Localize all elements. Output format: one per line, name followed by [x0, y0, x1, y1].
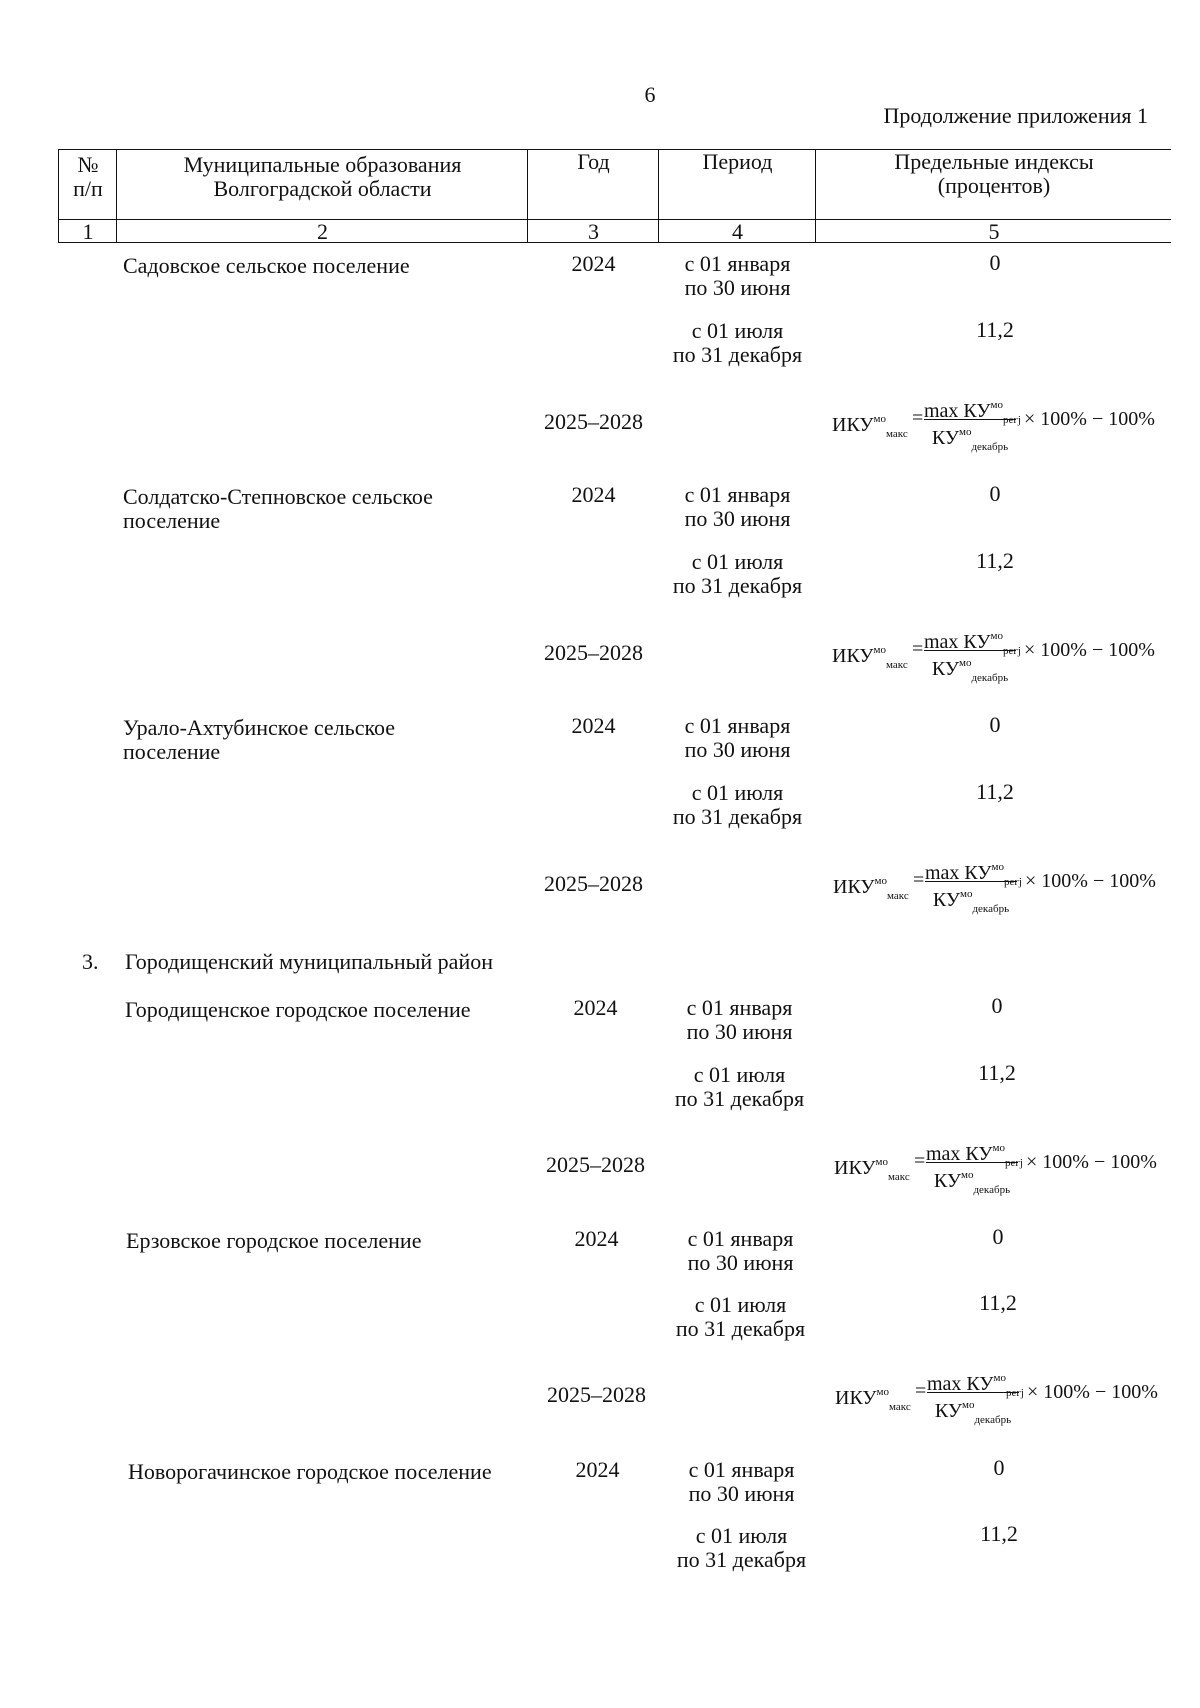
formula-rhs: × 100% − 100% — [1024, 639, 1155, 661]
header-col-number: № п/п — [73, 152, 103, 201]
formula-lhs-sup: мо — [874, 875, 888, 887]
formula-rhs: × 100% − 100% — [1025, 870, 1156, 892]
section-title: Городищенский муниципальный район — [125, 949, 493, 974]
formula-num-sup: мо — [990, 630, 1004, 642]
formula-den-sub: декабрь — [973, 1184, 1011, 1196]
row-name: Городищенское городское поселение — [125, 997, 471, 1022]
header-col-year: Год — [577, 149, 610, 174]
row-name: Ерзовское городское поселение — [126, 1228, 422, 1253]
row-period: с 01 июля по 31 декабря — [672, 780, 803, 829]
formula-den: КУ — [934, 1400, 962, 1422]
header-num-4: 4 — [732, 219, 743, 244]
row-name: Солдатско-Степновское сельское поселение — [123, 484, 433, 533]
col-border-4 — [815, 149, 816, 242]
row-period: с 01 января по 30 июня — [684, 713, 791, 762]
formula-lhs-sup: мо — [873, 644, 887, 656]
header-col-indices: Предельные индексы (процентов) — [894, 149, 1094, 198]
row-year: 2025–2028 — [546, 1152, 645, 1177]
formula-ikum — [832, 626, 1172, 690]
row-period: с 01 января по 30 июня — [688, 1457, 795, 1506]
row-value: 11,2 — [980, 1521, 1018, 1546]
formula-ikum — [835, 1368, 1175, 1432]
header-num-2: 2 — [317, 219, 328, 244]
formula-ikum — [833, 857, 1173, 921]
formula-num-sup: мо — [993, 1372, 1007, 1384]
row-period: с 01 июля по 31 декабря — [676, 1523, 807, 1572]
formula-lhs-sub: макс — [886, 428, 908, 440]
row-value: 0 — [993, 1455, 1005, 1480]
formula-num-sup: мо — [991, 861, 1005, 873]
row-value: 11,2 — [976, 548, 1014, 573]
row-year: 2024 — [571, 251, 616, 276]
formula-num-sub: регj — [1003, 645, 1021, 657]
row-value: 0 — [989, 481, 1001, 506]
formula-lhs-sup: мо — [873, 413, 887, 425]
row-period: с 01 июля по 31 декабря — [674, 1062, 805, 1111]
header-col-municipality: Муниципальные образования Волгоградской области — [183, 152, 462, 201]
row-year: 2024 — [571, 482, 616, 507]
formula-fraction — [926, 1138, 1023, 1200]
formula-den-sub: декабрь — [972, 903, 1010, 915]
header-num-5: 5 — [988, 219, 1000, 244]
row-year: 2025–2028 — [547, 1382, 646, 1407]
formula-num: max КУ — [927, 1373, 994, 1395]
formula-rhs: × 100% − 100% — [1024, 408, 1155, 430]
formula-num: max КУ — [924, 631, 991, 653]
formula-lhs-sup: мо — [875, 1156, 889, 1168]
formula-fraction — [927, 1368, 1024, 1430]
row-value: 11,2 — [976, 779, 1014, 804]
row-name: Урало-Ахтубинское сельское поселение — [123, 715, 396, 764]
formula-ikum — [832, 395, 1172, 459]
col-border-left — [58, 149, 59, 242]
formula-ikum — [834, 1138, 1174, 1202]
row-value: 0 — [989, 712, 1001, 737]
row-year: 2024 — [571, 713, 616, 738]
row-period: с 01 января по 30 июня — [684, 251, 791, 300]
formula-num-sub: регj — [1004, 876, 1022, 888]
row-value: 11,2 — [979, 1290, 1017, 1315]
formula-lhs: ИКУ — [834, 1157, 876, 1179]
formula-eq: = — [915, 1380, 927, 1402]
formula-num: max КУ — [924, 400, 991, 422]
formula-fraction — [925, 857, 1022, 919]
section-number: 3. — [82, 949, 99, 974]
formula-num-sup: мо — [992, 1142, 1006, 1154]
row-name: Садовское сельское поселение — [123, 253, 410, 278]
col-border-3 — [658, 149, 659, 242]
row-value: 11,2 — [978, 1060, 1016, 1085]
formula-den-sub: декабрь — [971, 672, 1009, 684]
formula-num-sub: регj — [1006, 1387, 1024, 1399]
formula-eq: = — [912, 407, 924, 429]
row-period: с 01 июля по 31 декабря — [672, 549, 803, 598]
row-year: 2024 — [574, 1226, 619, 1251]
header-num-1: 1 — [82, 219, 94, 244]
row-period: с 01 января по 30 июня — [686, 995, 793, 1044]
formula-den: КУ — [931, 658, 959, 680]
formula-lhs: ИКУ — [832, 414, 874, 436]
formula-lhs-sub: макс — [889, 1401, 911, 1413]
formula-den-sup: мо — [958, 426, 972, 438]
formula-den-sup: мо — [960, 1169, 974, 1181]
row-year: 2025–2028 — [544, 640, 643, 665]
row-name: Новорогачинское городское поселение — [128, 1459, 492, 1484]
row-value: 11,2 — [976, 317, 1014, 342]
formula-lhs: ИКУ — [832, 645, 874, 667]
formula-num: max КУ — [926, 1143, 993, 1165]
formula-lhs-sub: макс — [887, 890, 909, 902]
continuation-label: Продолжение приложения 1 — [883, 103, 1148, 128]
col-border-1 — [116, 149, 117, 242]
row-value: 0 — [992, 1224, 1004, 1249]
header-col-period: Период — [702, 149, 773, 174]
formula-den: КУ — [931, 427, 959, 449]
row-year: 2024 — [575, 1457, 620, 1482]
formula-lhs: ИКУ — [835, 1387, 877, 1409]
page-number: 6 — [644, 82, 656, 107]
formula-num-sup: мо — [990, 399, 1004, 411]
formula-eq: = — [914, 1150, 926, 1172]
formula-den-sub: декабрь — [971, 441, 1009, 453]
row-value: 0 — [991, 993, 1003, 1018]
header-num-3: 3 — [588, 219, 599, 244]
row-period: с 01 июля по 31 декабря — [675, 1292, 806, 1341]
formula-fraction — [924, 395, 1021, 457]
formula-den: КУ — [932, 889, 960, 911]
formula-lhs: ИКУ — [833, 876, 875, 898]
formula-lhs-sup: мо — [876, 1386, 890, 1398]
row-value: 0 — [989, 250, 1001, 275]
formula-rhs: × 100% − 100% — [1027, 1381, 1158, 1403]
formula-den-sup: мо — [961, 1399, 975, 1411]
formula-eq: = — [912, 638, 924, 660]
row-period: с 01 июля по 31 декабря — [672, 318, 803, 367]
formula-den-sup: мо — [958, 657, 972, 669]
formula-lhs-sub: макс — [888, 1171, 910, 1183]
row-year: 2024 — [573, 995, 618, 1020]
row-year: 2025–2028 — [544, 871, 643, 896]
formula-den: КУ — [933, 1170, 961, 1192]
formula-num: max КУ — [925, 862, 992, 884]
row-period: с 01 января по 30 июня — [687, 1226, 794, 1275]
formula-lhs-sub: макс — [886, 659, 908, 671]
formula-num-sub: регj — [1003, 414, 1021, 426]
row-year: 2025–2028 — [544, 409, 643, 434]
col-border-2 — [527, 149, 528, 242]
formula-rhs: × 100% − 100% — [1026, 1151, 1157, 1173]
formula-den-sup: мо — [959, 888, 973, 900]
formula-num-sub: регj — [1005, 1157, 1023, 1169]
row-period: с 01 января по 30 июня — [684, 482, 791, 531]
formula-den-sub: декабрь — [974, 1414, 1012, 1426]
formula-fraction — [924, 626, 1021, 688]
formula-eq: = — [913, 869, 925, 891]
